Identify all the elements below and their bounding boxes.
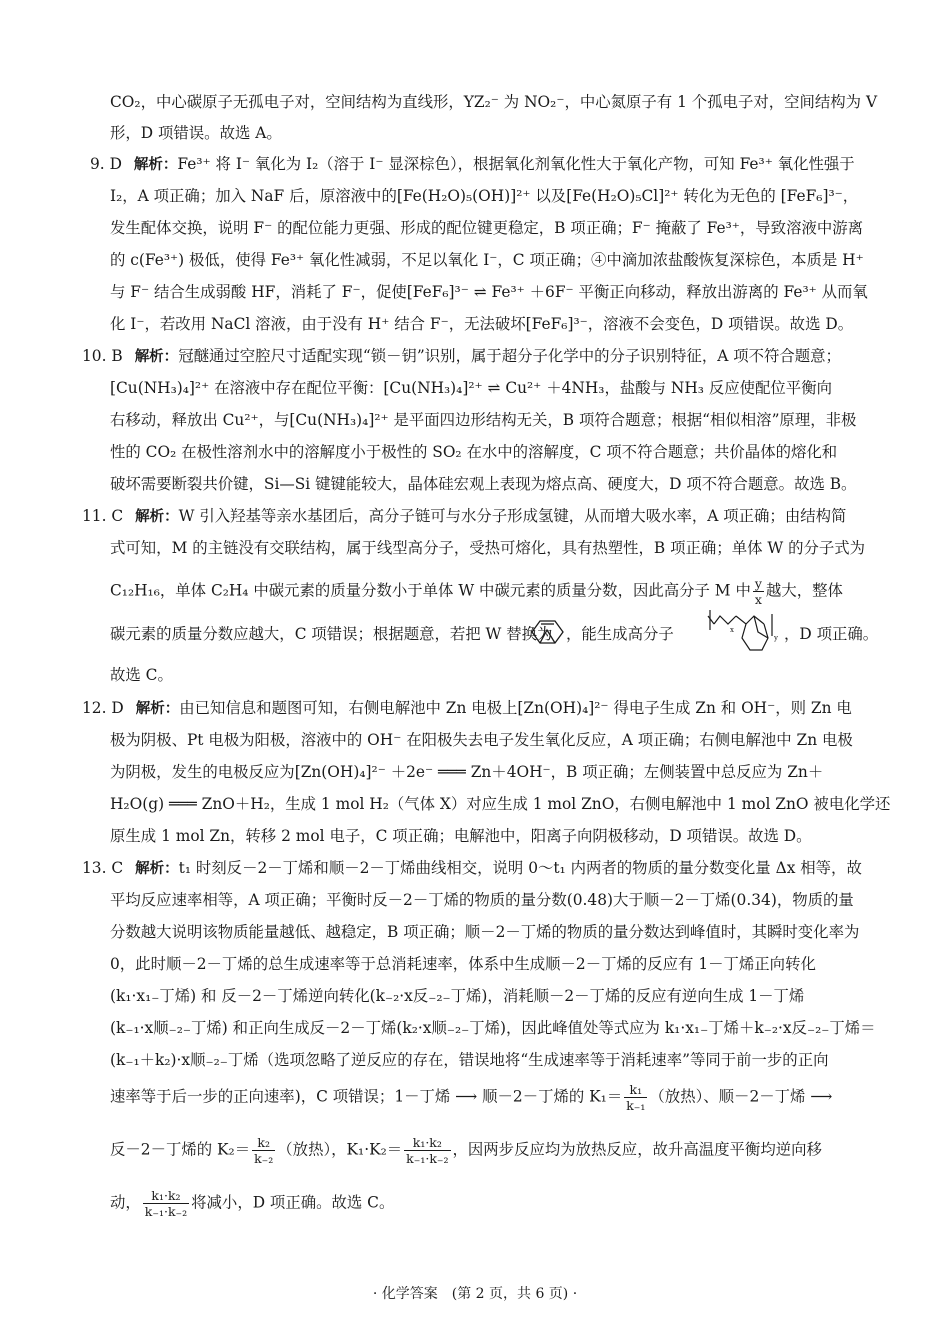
q12-line-4: H₂O(g) ═══ ZnO＋H₂，生成 1 mol H₂（气体 X）对应生成 1 mol ZnO，右侧电解池中 1 mol ZnO 被电化学还 (110, 795, 891, 813)
q11-line-5: 故选 C。 (110, 666, 173, 684)
q13-line-1 (82, 858, 862, 879)
q11-line-4-part-c: ，D 项正确。 (784, 625, 879, 643)
y-over-x-fraction (753, 576, 764, 607)
polymer-m-structure (702, 606, 792, 658)
norbornene-structure (528, 616, 566, 648)
k1-fraction (624, 1082, 647, 1113)
q13-text-10a: 动， (110, 1193, 141, 1212)
q9-line-3: 发生配体交换，说明 F⁻ 的配位能力更强、形成的配位键更稳定，B 项正确；F⁻ 掩蔽了 Fe³⁺，导致溶液中游离 (110, 219, 864, 237)
q12-label: 解析： (135, 701, 180, 717)
q9-text-1: Fe³⁺ 将 I⁻ 氧化为 I₂（溶于 I⁻ 显深棕色），根据氧化剂氧化性大于氧化产物，可知 Fe³⁺ 氧化性强于 (177, 155, 855, 173)
q11-line-1 (82, 506, 846, 527)
q13-line-2: 平均反应速率相等，A 项正确；平衡时反－2－丁烯的物质的量分数(0.48)大于顺－2－丁烯(0.34)，物质的量 (110, 891, 854, 909)
q10-line-4: 性的 CO₂ 在极性溶剂水中的溶解度小于极性的 SO₂ 在水中的溶解度，C 项不符合题意；共价晶体的熔化和 (110, 443, 838, 461)
q9-line-1 (90, 154, 855, 175)
page-footer: · 化学答案 (第 2 页，共 6 页) · (372, 1286, 578, 1302)
k2-fraction (252, 1135, 275, 1166)
q12-answer: 12. D (82, 699, 124, 717)
q13-line-5: (k₁·x₁₋丁烯) 和 反－2－丁烯逆向转化(k₋₂·x反₋₂₋丁烯)，消耗顺－2－丁烯的反应有逆向生成 1－丁烯 (110, 987, 805, 1005)
q13-text-10b: 将减小，D 项正确。故选 C。 (191, 1193, 395, 1212)
q11-line-3 (110, 576, 843, 607)
q10-line-5: 破坏需要断裂共价键，Si—Si 键键能较大，晶体硅宏观上表现为熔点高、硬度大，D 项不符合题意。故选 B。 (110, 475, 857, 493)
q9-line-2: I₂，A 项正确；加入 NaF 后，原溶液中的[Fe(H₂O)₅(OH)]²⁺ 以及[Fe(H₂O)₅Cl]²⁺ 转化为无色的 [FeF₆]³⁻， (110, 187, 859, 205)
frac-numerator: y (754, 576, 762, 591)
q13-text-9a: 反－2－丁烯的 K₂＝ (110, 1140, 251, 1159)
frac-denominator: x (754, 592, 762, 607)
q13-text-8b: （放热）、顺－2－丁烯 ⟶ (649, 1087, 833, 1106)
q13-text-9b: （放热），K₁·K₂＝ (277, 1140, 403, 1159)
k1k2-denominator: k₋₁·k₋₂ (406, 1151, 449, 1166)
q11-line-4-part-b: ，能生成高分子 (566, 625, 674, 643)
q13-line-4: 0，此时顺－2－丁烯的总生成速率等于总消耗速率，体系中生成顺－2－丁烯的反应有 1－丁烯正向转化 (110, 955, 816, 973)
q9-line-4: 的 c(Fe³⁺) 极低，使得 Fe³⁺ 氧化性减弱，不足以氧化 I⁻，C 项正确；④中滴加浓盐酸恢复深棕色，本质是 H⁺ (110, 251, 864, 269)
q9-line-6: 化 I⁻，若改用 NaCl 溶液，由于没有 H⁺ 结合 F⁻，无法破坏[FeF₆]³⁻，溶液不会变色，D 项错误。故选 D。 (110, 315, 854, 333)
q10-line-2: [Cu(NH₃)₄]²⁺ 在溶液中存在配位平衡：[Cu(NH₃)₄]²⁺ ⇌ Cu²⁺ ＋4NH₃，盐酸与 NH₃ 反应使配位平衡向 (110, 379, 832, 397)
q13-text-9c: ，因两步反应均为放热反应，故升高温度平衡均逆向移 (452, 1140, 822, 1159)
k1k2-denominator-2: k₋₁·k₋₂ (144, 1204, 188, 1219)
q11-label: 解析： (135, 509, 179, 525)
k2-numerator: k₂ (252, 1135, 275, 1151)
q11-text-3b: 越大，整体 (765, 581, 843, 600)
q12-line-3: 为阴极，发生的电极反应为[Zn(OH)₄]²⁻ ＋2e⁻ ═══ Zn＋4OH⁻，B 项正确；左侧装置中总反应为 Zn＋ (110, 763, 824, 781)
q11-text-1: W 引入羟基等亲水基团后，高分子链可与水分子形成氢键，从而增大吸水率，A 项正确；由结构简 (178, 507, 847, 525)
k1-denominator: k₋₁ (626, 1098, 646, 1113)
q10-label: 解析： (134, 349, 179, 365)
k1k2-fraction (404, 1135, 450, 1166)
q9-line-5: 与 F⁻ 结合生成弱酸 HF，消耗了 F⁻，促使[FeF₆]³⁻ ⇌ Fe³⁺ ＋6F⁻ 平衡正向移动，释放出游离的 Fe³⁺ 从而氧 (110, 283, 868, 301)
q13-label: 解析： (135, 861, 179, 877)
q11-line-4-part-a: 碳元素的质量分数应越大，C 项错误；根据题意，若把 W 替换为 (110, 625, 553, 643)
q13-line-8 (110, 1082, 832, 1113)
q13-answer: 13. C (82, 859, 124, 877)
poly-subscript-y: y (774, 634, 778, 642)
q11-line-2: 式可知，M 的主链没有交联结构，属于线型高分子，受热可熔化，具有热塑性，B 项正确；单体 W 的分子式为 (110, 539, 866, 557)
q12-line-1 (82, 698, 852, 719)
q10-line-3: 右移动，释放出 Cu²⁺，与[Cu(NH₃)₄]²⁺ 是平面四边形结构无关，B 项符合题意；根据“相似相溶”原理，非极 (110, 411, 857, 429)
q10-text-1: 冠醚通过空腔尺寸适配实现“锁－钥”识别，属于超分子化学中的分子识别特征，A 项不符合题意； (178, 347, 841, 365)
q13-line-6: (k₋₁·x顺₋₂₋丁烯) 和正向生成反－2－丁烯(k₂·x顺₋₂₋丁烯)，因此峰值处等式应为 k₁·x₁₋丁烯＋k₋₂·x反₋₂₋丁烯＝ (110, 1019, 876, 1037)
q11-text-3a: C₁₂H₁₆，单体 C₂H₄ 中碳元素的质量分数小于单体 W 中碳元素的质量分数，因此高分子 M 中 (110, 581, 751, 600)
q13-text-8a: 速率等于后一步的正向速率)，C 项错误；1－丁烯 ⟶ 顺－2－丁烯的 K₁＝ (110, 1087, 623, 1106)
poly-subscript-x: x (730, 626, 734, 634)
q10-line-1 (82, 346, 841, 367)
q12-line-5: 原生成 1 mol Zn，转移 2 mol 电子，C 项正确；电解池中，阳离子向阴极移动，D 项错误。故选 D。 (110, 827, 812, 845)
k1-numerator: k₁ (624, 1082, 647, 1098)
q12-line-2: 极为阴极、Pt 电极为阳极，溶液中的 OH⁻ 在阳极失去电子发生氧化反应，A 项正确；右侧电解池中 Zn 电极 (110, 731, 853, 749)
q12-text-1: 由已知信息和题图可知，右侧电解池中 Zn 电极上[Zn(OH)₄]²⁻ 得电子生成 Zn 和 OH⁻，则 Zn 电 (179, 699, 852, 717)
q9-answer: 9. D (90, 155, 122, 173)
k1k2-numerator-2: k₁·k₂ (143, 1188, 189, 1204)
prev-paragraph-line-1: CO₂，中心碳原子无孤电子对，空间结构为直线形，YZ₂⁻ 为 NO₂⁻，中心氮原子有 1 个孤电子对，空间结构为 V (110, 93, 878, 111)
q9-label: 解析： (133, 157, 178, 173)
q10-answer: 10. B (82, 347, 123, 365)
q13-line-3: 分数越大说明该物质能量越低、越稳定，B 项正确；顺－2－丁烯的物质的量分数达到峰值时，其瞬时变化率为 (110, 923, 860, 941)
q13-text-1: t₁ 时刻反－2－丁烯和顺－2－丁烯曲线相交，说明 0～t₁ 内两者的物质的量分数变化量 Δx 相等，故 (178, 859, 862, 877)
q13-line-10 (110, 1188, 394, 1219)
q11-answer: 11. C (82, 507, 124, 525)
q13-line-7: (k₋₁＋k₂)·x顺₋₂₋丁烯（选项忽略了逆反应的存在，错误地将“生成速率等于消耗速率”等同于前一步的正向 (110, 1051, 829, 1069)
k1k2-fraction-2 (143, 1188, 189, 1219)
k1k2-numerator: k₁·k₂ (404, 1135, 450, 1151)
q13-line-9 (110, 1135, 822, 1166)
prev-paragraph-line-2: 形，D 项错误。故选 A。 (110, 124, 282, 142)
k2-denominator: k₋₂ (254, 1151, 274, 1166)
